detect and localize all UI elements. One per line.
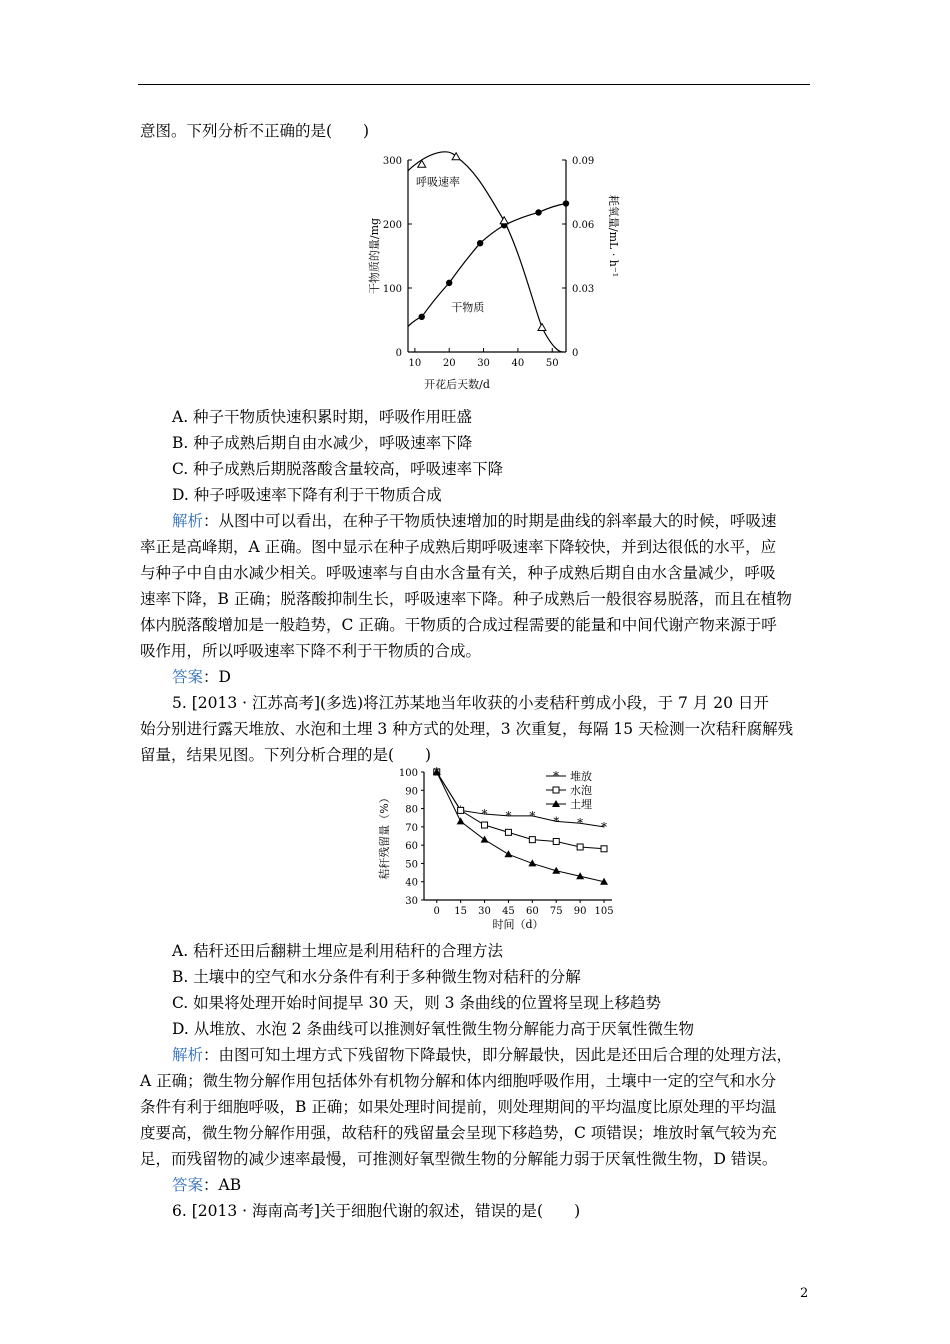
y-left-tick-label: 100	[382, 284, 402, 295]
respiration-label: 呼吸速率	[416, 175, 460, 189]
answer-label: 答案	[172, 1176, 204, 1194]
y-left-tick-label: 0	[395, 348, 402, 359]
respiration-point	[500, 217, 508, 224]
x-tick-label: 105	[594, 906, 614, 917]
q4-analysis-line-3: 与种子中自由水减少相关。呼吸速率与自由水含量有关，种子成熟后期自由水含量减少，呼吸	[140, 564, 776, 582]
chart-straw-residue	[360, 764, 630, 934]
y-tick-label: 30	[405, 896, 418, 907]
x-tick-label: 40	[511, 358, 525, 369]
q5-option-c: C. 如果将处理开始时间提早 30 天，则 3 条曲线的位置将呈现上移趋势	[172, 994, 661, 1012]
analysis-label: 解析	[172, 512, 204, 530]
header-rule	[138, 84, 810, 85]
series-point-1	[482, 822, 488, 828]
q4-option-c: C. 种子成熟后期脱落酸含量较高，呼吸速率下降	[172, 460, 504, 478]
series-point-2	[528, 859, 536, 866]
dry-matter-point	[446, 280, 452, 286]
dry-matter-line	[408, 204, 566, 327]
x-tick-label: 0	[433, 906, 440, 917]
y-tick-label: 80	[405, 804, 418, 816]
y-tick-label: 70	[405, 822, 418, 834]
q5-option-b: B. 土壤中的空气和水分条件有利于多种微生物对秸秆的分解	[172, 968, 581, 986]
q5-stem-line-2: 始分别进行露天堆放、水泡和土埋 3 种方式的处理，3 次重复，每隔 15 天检测一次秸秆腐解残	[140, 720, 794, 738]
legend-marker-1	[553, 787, 559, 793]
q4-analysis-line-5: 体内脱落酸增加是一般趋势，C 正确。干物质的合成过程需要的能量和中间代谢产物来源于呼	[140, 616, 777, 634]
q5-analysis-line-3: 条件有利于细胞呼吸，B 正确；如果处理时间提前，则处理期间的平均温度比原处理的平均温	[140, 1098, 777, 1116]
series-point-0: *	[481, 807, 488, 822]
respiration-point	[538, 323, 546, 330]
x-tick-label: 30	[477, 358, 490, 369]
chart-dry-matter-respiration	[360, 150, 630, 400]
series-point-1	[553, 838, 559, 844]
y-right-tick-label: 0	[572, 348, 579, 359]
q5-analysis-line-2: A 正确；微生物分解作用包括体外有机物分解和体内细胞呼吸作用，土壤中一定的空气和水分	[140, 1072, 777, 1090]
series-point-2	[504, 850, 512, 857]
q5-option-a: A. 秸秆还田后翻耕土埋应是利用秸秆的合理方法	[172, 942, 504, 960]
x-axis-label: 开花后天数/d	[424, 378, 490, 391]
x-tick-label: 45	[502, 906, 515, 917]
x-tick-label: 20	[442, 358, 456, 369]
y-tick-label: 90	[405, 786, 418, 798]
y-tick-label: 100	[398, 768, 418, 779]
series-point-0: *	[577, 816, 584, 831]
series-point-0: *	[529, 808, 536, 823]
x-tick-label: 60	[525, 906, 539, 917]
series-point-1	[529, 837, 535, 843]
dry-matter-point	[419, 314, 425, 320]
q4-analysis-line-6: 吸作用，所以呼吸速率下降不利于干物质的合成。	[140, 642, 482, 660]
page-number: 2	[800, 1286, 809, 1301]
dry-matter-point	[535, 209, 541, 215]
x-tick-label: 50	[545, 358, 559, 369]
x-tick-label: 15	[454, 906, 468, 917]
q4-analysis-line-1: 解析：从图中可以看出，在种子干物质快速增加的时期是曲线的斜率最大的时候，呼吸速	[172, 512, 777, 530]
legend-label-1: 水泡	[570, 784, 592, 797]
q4-analysis-line-4: 速率下降，B 正确；脱落酸抑制生长，呼吸速率下降。种子成熟后一般很容易脱落，而且在植物	[140, 590, 792, 608]
q5-analysis-line-1: 解析：由图可知土埋方式下残留物下降最快，即分解最快，因此是还田后合理的处理方法，	[172, 1046, 793, 1064]
series-point-0: *	[601, 819, 608, 834]
q4-intro: 意图。下列分析不正确的是( )	[140, 122, 370, 140]
x-tick-label: 90	[573, 906, 587, 917]
series-point-1	[458, 807, 464, 813]
legend-label-0: 堆放	[570, 770, 592, 783]
series-point-0: *	[505, 808, 512, 823]
q5-stem-line-1: 5. [2013 · 江苏高考](多选)将江苏某地当年收获的小麦秸秆剪成小段，于 7 月 20 日开	[172, 694, 769, 712]
y-right-tick-label: 0.03	[572, 284, 595, 295]
q4-option-d: D. 种子呼吸速率下降有利于干物质合成	[172, 486, 442, 504]
x-axis-label: 时间（d）	[492, 918, 544, 931]
series-point-1	[577, 844, 583, 850]
q5-answer: 答案：AB	[172, 1176, 242, 1194]
q4-option-a: A. 种子干物质快速积累时期，呼吸作用旺盛	[172, 408, 473, 426]
q4-analysis-line-2: 率正是高峰期，A 正确。图中显示在种子成熟后期呼吸速率下降较快，并到达很低的水平，应	[140, 538, 777, 556]
x-tick-label: 10	[408, 358, 422, 369]
dry-matter-point	[563, 200, 569, 206]
y-right-tick-label: 0.09	[572, 156, 595, 167]
x-tick-label: 30	[478, 906, 491, 917]
q5-analysis-line-4: 度要高，微生物分解作用强，故秸秆的残留量会呈现下移趋势，C 项错误；堆放时氧气较为充	[140, 1124, 777, 1142]
series-point-2	[481, 836, 489, 843]
y-axis-label: 秸秆残留量（%）	[378, 792, 391, 880]
y-right-axis-label: 耗氧量/mL · h⁻¹	[607, 194, 620, 278]
x-tick-label: 75	[549, 906, 563, 917]
y-left-tick-label: 200	[382, 220, 402, 231]
dry-matter-label: 干物质	[451, 301, 485, 315]
dry-matter-point	[477, 240, 483, 246]
q4-answer: 答案：D	[172, 668, 231, 686]
y-tick-label: 60	[405, 841, 418, 853]
legend-marker-0: *	[553, 769, 559, 783]
series-point-0: *	[553, 814, 560, 829]
q6-stem: 6. [2013 · 海南高考]关于细胞代谢的叙述，错误的是( )	[172, 1202, 581, 1220]
y-left-axis-label: 干物质的量/mg	[368, 217, 381, 295]
q5-analysis-line-5: 足，而残留物的减少速率最慢，可推测好氧型微生物的分解能力弱于厌氧性微生物，D 错误。	[140, 1150, 778, 1168]
y-right-tick-label: 0.06	[572, 220, 595, 231]
y-left-tick-label: 300	[382, 156, 402, 167]
q4-option-b: B. 种子成熟后期自由水减少，呼吸速率下降	[172, 434, 473, 452]
series-point-2	[457, 817, 465, 824]
series-point-1	[601, 846, 607, 852]
analysis-label: 解析	[172, 1046, 204, 1064]
q5-option-d: D. 从堆放、水泡 2 条曲线可以推测好氧性微生物分解能力高于厌氧性微生物	[172, 1020, 694, 1038]
y-tick-label: 40	[405, 877, 418, 889]
legend-label-2: 土埋	[570, 798, 592, 811]
q5-stem-line-3: 留量，结果见图。下列分析合理的是( )	[140, 746, 432, 764]
answer-label: 答案	[172, 668, 204, 686]
y-tick-label: 50	[405, 859, 418, 871]
series-point-1	[505, 829, 511, 835]
